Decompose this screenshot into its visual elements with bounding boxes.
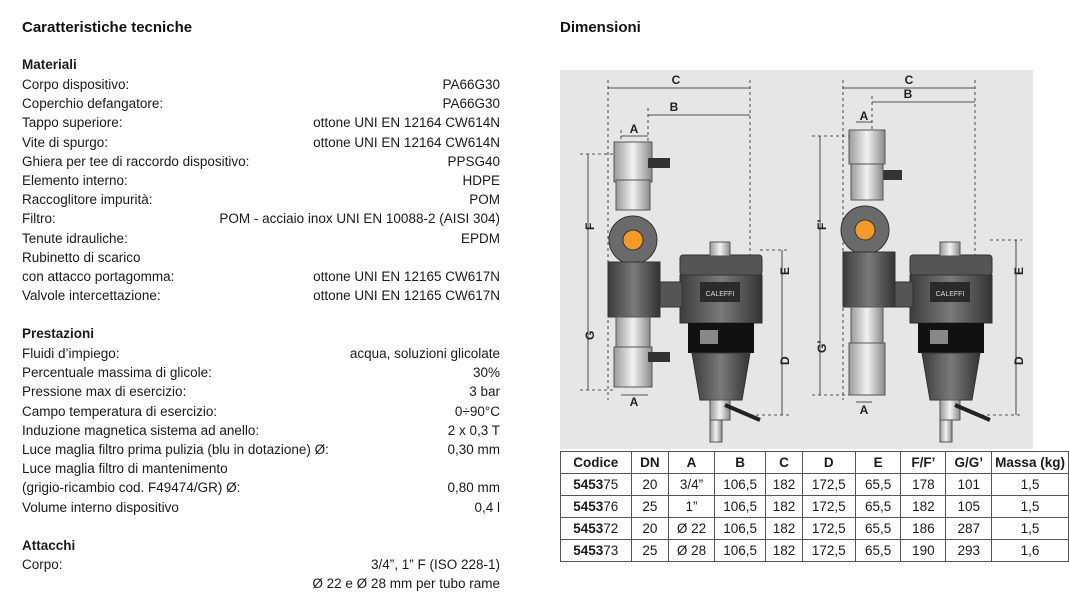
performance-value: 0÷90°C bbox=[454, 403, 500, 419]
table-cell: 25 bbox=[631, 540, 669, 562]
table-header-cell: DN bbox=[631, 452, 669, 474]
material-label: Raccoglitore impurità: bbox=[22, 192, 153, 208]
material-value: ottone UNI EN 12164 CW614N bbox=[313, 115, 500, 131]
material-row bbox=[22, 267, 500, 286]
performance-row bbox=[22, 363, 500, 382]
table-cell: 65,5 bbox=[855, 518, 900, 540]
table-header-cell: A bbox=[669, 452, 715, 474]
material-label: Tappo superiore: bbox=[22, 115, 123, 131]
material-value: PA66G30 bbox=[442, 96, 500, 112]
svg-text:A: A bbox=[859, 403, 869, 417]
product-code-prefix: 5453 bbox=[573, 499, 604, 514]
material-label: Tenute idrauliche: bbox=[22, 230, 128, 246]
performance-label: (grigio-ricambio cod. F49474/GR) Ø: bbox=[22, 480, 241, 496]
table-row bbox=[561, 540, 1069, 562]
table-cell: 101 bbox=[946, 474, 992, 496]
table-cell: 178 bbox=[901, 474, 946, 496]
dimensions-heading: Dimensioni bbox=[560, 19, 641, 36]
table-header-row bbox=[561, 452, 1069, 474]
svg-text:G: G bbox=[583, 330, 597, 340]
svg-text:C: C bbox=[904, 73, 914, 87]
performance-label: Induzione magnetica sistema ad anello: bbox=[22, 422, 260, 438]
performance-label: Pressione max di esercizio: bbox=[22, 384, 187, 400]
material-label: Vite di spurgo: bbox=[22, 134, 109, 150]
dimensions-diagram bbox=[560, 70, 1033, 449]
material-value: HDPE bbox=[462, 173, 500, 188]
performance-row bbox=[22, 402, 500, 421]
product-code-suffix: 76 bbox=[603, 499, 619, 514]
performance-row bbox=[22, 344, 500, 363]
table-cell: Ø 22 bbox=[669, 518, 715, 540]
table-cell: 182 bbox=[766, 518, 802, 540]
table-cell: 190 bbox=[901, 540, 946, 562]
table-cell: 172,5 bbox=[802, 474, 855, 496]
table-cell: 182 bbox=[766, 474, 802, 496]
technical-features-heading: Caratteristiche tecniche bbox=[22, 19, 193, 36]
material-row bbox=[22, 113, 500, 132]
svg-text:CALEFFI: CALEFFI bbox=[935, 291, 965, 298]
connection-value: Ø 22 e Ø 28 mm per tubo rame bbox=[312, 576, 500, 592]
material-label: Ghiera per tee di raccordo dispositivo: bbox=[22, 153, 250, 169]
material-label: Coperchio defangatore: bbox=[22, 96, 164, 112]
table-body bbox=[561, 474, 1069, 562]
table-header-cell: G/G’ bbox=[946, 452, 992, 474]
table-cell: 186 bbox=[901, 518, 946, 540]
material-row bbox=[22, 75, 500, 94]
performance-row bbox=[22, 478, 500, 497]
product-code-suffix: 75 bbox=[603, 477, 619, 492]
table-header-cell: D bbox=[802, 452, 855, 474]
material-row bbox=[22, 248, 500, 267]
product-code-suffix: 72 bbox=[603, 521, 619, 536]
performance-row bbox=[22, 421, 500, 440]
table-cell: 65,5 bbox=[855, 496, 900, 518]
material-label: Valvole intercettazione: bbox=[22, 288, 161, 304]
product-code-prefix: 5453 bbox=[573, 521, 604, 536]
table-cell: 1,5 bbox=[992, 474, 1069, 496]
product-code-prefix: 5453 bbox=[573, 543, 604, 558]
materials-title: Materiali bbox=[22, 57, 77, 72]
product-code-cell bbox=[561, 474, 632, 496]
svg-text:B: B bbox=[903, 87, 913, 101]
performance-value: 0,4 l bbox=[474, 499, 500, 515]
material-row bbox=[22, 133, 500, 152]
svg-text:C: C bbox=[671, 73, 681, 87]
performance-value: 2 x 0,3 T bbox=[447, 422, 500, 438]
table-cell: Ø 28 bbox=[669, 540, 715, 562]
material-row bbox=[22, 286, 500, 305]
performance-label: Volume interno dispositivo bbox=[22, 499, 179, 515]
svg-text:E: E bbox=[1012, 266, 1026, 275]
table-cell: 106,5 bbox=[714, 496, 766, 518]
table-cell: 106,5 bbox=[714, 474, 766, 496]
material-value: POM bbox=[469, 192, 500, 208]
table-cell: 182 bbox=[766, 496, 802, 518]
table-header-cell: Massa (kg) bbox=[992, 452, 1069, 474]
svg-text:D: D bbox=[1012, 356, 1026, 365]
table-cell: 20 bbox=[631, 474, 669, 496]
table-cell: 20 bbox=[631, 518, 669, 540]
product-code-cell bbox=[561, 540, 632, 562]
dimensions-table bbox=[560, 451, 1069, 562]
product-code-suffix: 73 bbox=[603, 543, 619, 558]
dirt-separator-drawing bbox=[560, 70, 1033, 449]
svg-text:CALEFFI: CALEFFI bbox=[705, 291, 735, 298]
table-cell: 172,5 bbox=[802, 496, 855, 518]
table-cell: 1,6 bbox=[992, 540, 1069, 562]
table-header-cell: E bbox=[855, 452, 900, 474]
svg-text:A: A bbox=[629, 122, 639, 136]
material-label: Filtro: bbox=[22, 211, 56, 227]
table-cell: 287 bbox=[946, 518, 992, 540]
performance-value: 0,30 mm bbox=[447, 442, 500, 457]
performance-value: acqua, soluzioni glicolate bbox=[349, 346, 500, 361]
table-cell: 65,5 bbox=[855, 474, 900, 496]
performance-title: Prestazioni bbox=[22, 326, 95, 341]
table-cell: 105 bbox=[946, 496, 992, 518]
table-cell: 1” bbox=[669, 496, 715, 518]
svg-text:F’: F’ bbox=[815, 219, 829, 230]
material-row bbox=[22, 229, 500, 248]
material-label: con attacco portagomma: bbox=[22, 269, 175, 284]
material-label: Elemento interno: bbox=[22, 173, 128, 188]
svg-text:F: F bbox=[583, 222, 597, 230]
product-code-cell bbox=[561, 496, 632, 518]
svg-text:B: B bbox=[669, 100, 679, 114]
performance-row bbox=[22, 440, 500, 459]
material-value: ottone UNI EN 12165 CW617N bbox=[313, 288, 500, 304]
product-code-cell bbox=[561, 518, 632, 540]
connection-value: 3/4”, 1” F (ISO 228-1) bbox=[370, 557, 500, 572]
table-cell: 182 bbox=[766, 540, 802, 562]
table-header-cell: F/F’ bbox=[901, 452, 946, 474]
material-label: Rubinetto di scarico bbox=[22, 249, 141, 265]
performance-row bbox=[22, 459, 500, 478]
table-cell: 172,5 bbox=[802, 540, 855, 562]
material-label: Corpo dispositivo: bbox=[22, 77, 130, 92]
performance-label: Fluidi d’impiego: bbox=[22, 346, 120, 361]
material-value: POM - acciaio inox UNI EN 10088-2 (AISI 304) bbox=[219, 211, 500, 227]
svg-text:A: A bbox=[629, 395, 639, 409]
table-cell: 3/4” bbox=[669, 474, 715, 496]
svg-text:A: A bbox=[859, 109, 869, 123]
table-cell: 293 bbox=[946, 540, 992, 562]
performance-value: 0,80 mm bbox=[447, 480, 500, 496]
performance-value: 30% bbox=[472, 365, 500, 381]
material-value: ottone UNI EN 12165 CW617N bbox=[313, 269, 500, 284]
svg-text:E: E bbox=[778, 266, 792, 275]
svg-text:D: D bbox=[778, 356, 792, 365]
table-header-cell: B bbox=[714, 452, 766, 474]
table-cell: 25 bbox=[631, 496, 669, 518]
table-cell: 172,5 bbox=[802, 518, 855, 540]
connections-title: Attacchi bbox=[22, 538, 76, 553]
performance-value: 3 bar bbox=[469, 384, 500, 400]
connection-label: Corpo: bbox=[22, 557, 63, 572]
performance-label: Percentuale massima di glicole: bbox=[22, 365, 212, 381]
table-row bbox=[561, 474, 1069, 496]
table-cell: 106,5 bbox=[714, 540, 766, 562]
table-cell: 65,5 bbox=[855, 540, 900, 562]
material-row bbox=[22, 152, 500, 171]
table-header-cell: Codice bbox=[561, 452, 632, 474]
connection-row bbox=[22, 574, 500, 593]
table-cell: 1,5 bbox=[992, 518, 1069, 540]
material-row bbox=[22, 190, 500, 209]
svg-text:G’: G’ bbox=[815, 340, 829, 353]
table-row bbox=[561, 496, 1069, 518]
performance-row bbox=[22, 382, 500, 401]
performance-label: Campo temperatura di esercizio: bbox=[22, 403, 218, 419]
performance-label: Luce maglia filtro prima pulizia (blu in dotazione) Ø: bbox=[22, 442, 329, 457]
material-value: EPDM bbox=[460, 230, 500, 246]
table-row bbox=[561, 518, 1069, 540]
table-cell: 1,5 bbox=[992, 496, 1069, 518]
material-row bbox=[22, 209, 500, 228]
table-cell: 182 bbox=[901, 496, 946, 518]
material-value: PA66G30 bbox=[442, 77, 500, 92]
right-device-icon bbox=[841, 130, 992, 442]
material-row bbox=[22, 171, 500, 190]
material-row bbox=[22, 94, 500, 113]
table-cell: 106,5 bbox=[714, 518, 766, 540]
material-value: ottone UNI EN 12164 CW614N bbox=[313, 134, 500, 150]
material-value: PPSG40 bbox=[447, 153, 500, 169]
performance-row bbox=[22, 498, 500, 517]
table-header-cell: C bbox=[766, 452, 802, 474]
product-code-prefix: 5453 bbox=[573, 477, 604, 492]
connection-row bbox=[22, 555, 500, 574]
performance-label: Luce maglia filtro di mantenimento bbox=[22, 461, 228, 477]
